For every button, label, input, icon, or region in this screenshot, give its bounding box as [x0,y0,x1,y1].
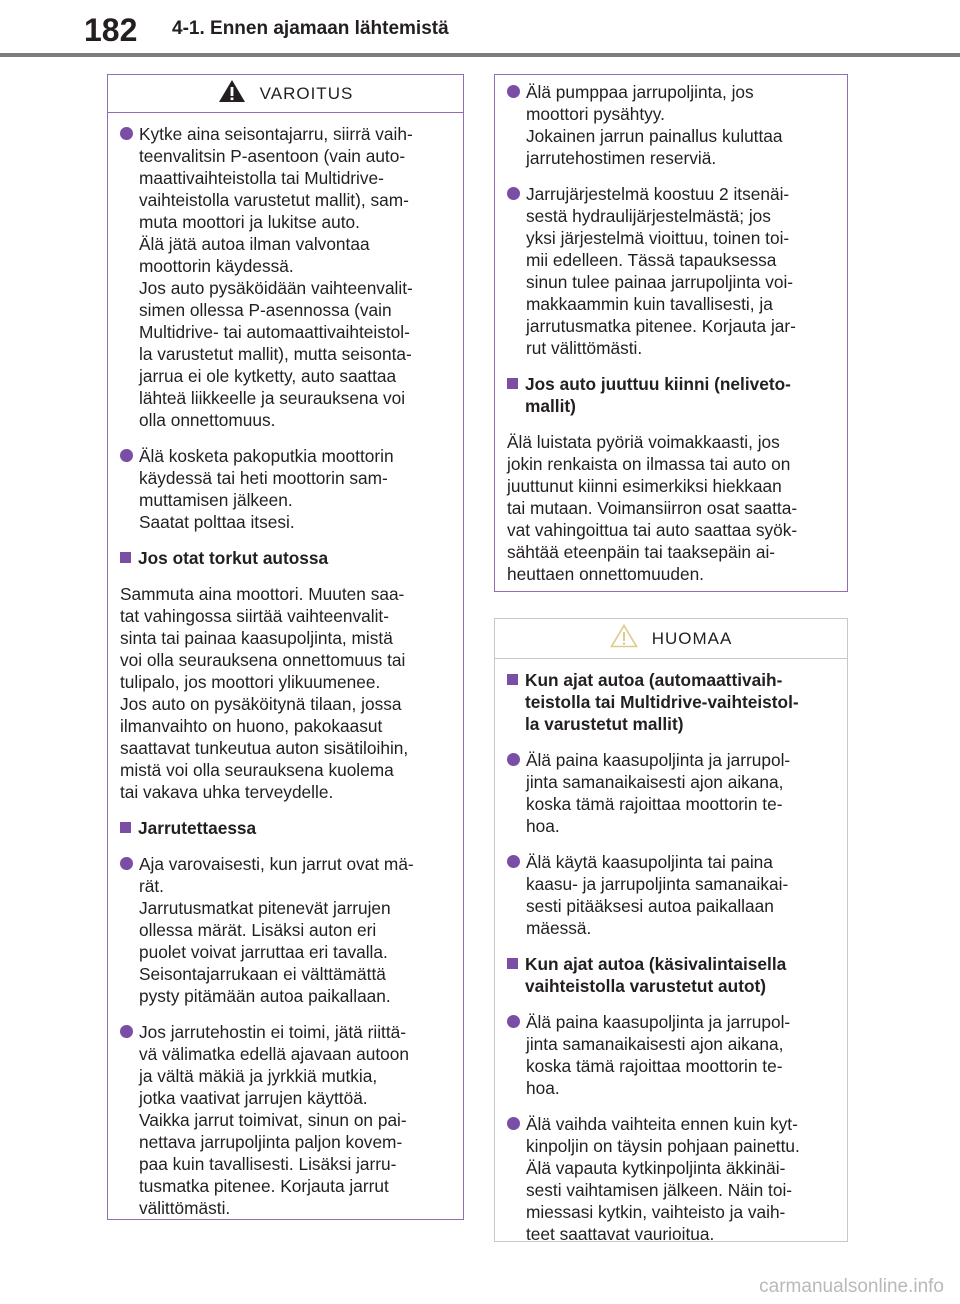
subheading-text: Kun ajat autoa (käsivalintaisella vaihteistolla varustetut autot) [525,954,787,996]
bullet-square-icon [507,958,518,969]
bullet-item [507,81,835,169]
bullet-square-icon [120,552,131,563]
notice-panel [494,618,848,1242]
header-rule [0,53,960,57]
subheading-item [120,547,451,569]
bullet-circle-icon [507,85,520,98]
subheading-item [507,373,835,417]
subheading-text: Jos otat torkut autossa [138,548,329,568]
paragraph: Älä luistata pyöriä voimakkaasti, jos jokin renkaista on ilmassa tai auto on juuttunut kiinni esimerkiksi hiekkaan tai mutaan. Voimansiirron osat saatta- vat vahingoittua tai auto saattaa syök- sähtää eteenpäin tai taaksepäin ai- heuttaen onnettomuuden. [507,432,798,584]
section-title: 4-1. Ennen ajamaan lähtemistä [172,18,449,39]
bullet-circle-icon [507,753,520,766]
bullet-text: Älä pumppaa jarrupoljinta, jos moottori pysähtyy. Jokainen jarrun painallus kuluttaa jarrutehostimen reserviä. [526,82,783,168]
bullet-circle-icon [507,1117,520,1130]
subheading-text: Kun ajat autoa (automaattivaih- teistolla tai Multidrive-vaihteistol- la varustetut mallit) [525,670,799,734]
notice-title: HUOMAA [651,628,733,648]
bullet-circle-icon [120,127,133,140]
bullet-item [120,853,451,1007]
bullet-circle-icon [120,857,133,870]
bullet-item [120,1021,451,1219]
bullet-item [120,445,451,533]
subheading-item [507,669,835,735]
bullet-text: Älä paina kaasupoljinta ja jarrupol- jinta samanaikaisesti ajon aikana, koska tämä rajoittaa moottorin te- hoa. [526,750,791,836]
warning-body [108,113,463,1241]
notice-panel-header [495,619,847,659]
bullet-item [507,1011,835,1099]
warning-continued-body [495,75,847,607]
subheading-text: Jos auto juuttuu kiinni (neliveto- mallit) [525,374,791,416]
bullet-item [507,1113,835,1245]
subheading-text: Jarrutettaessa [138,818,257,838]
bullet-item [507,183,835,359]
watermark: carmanualsonline.info [759,1276,944,1297]
paragraph: Sammuta aina moottori. Muuten saa- tat vahingossa siirtää vaihteenvalit- sinta tai painaa kaasupoljinta, mistä voi olla seurauksena onnettomuus tai tulipalo, jos moottori ylikuumenee. Jos auto on pysäköitynä tilaan, jossa ilmanvaihto on huono, pakokaasut saattavat tunkeutua auton sisätiloihin, mistä voi olla seurauksena kuolema tai vakava uhka terveydelle. [120,584,409,802]
page-header [0,0,960,56]
bullet-text: Älä käytä kaasupoljinta tai paina kaasu- ja jarrupoljinta samanaikai- sesti pitääksesi autoa paikallaan mäessä. [526,852,789,938]
bullet-circle-icon [507,187,520,200]
warning-title: VAROITUS [259,83,354,103]
bullet-text: Älä paina kaasupoljinta ja jarrupol- jinta samanaikaisesti ajon aikana, koska tämä rajoittaa moottorin te- hoa. [526,1012,791,1098]
bullet-circle-icon [507,1015,520,1028]
bullet-text: Älä vaihda vaihteita ennen kuin kyt- kinpoljin on täysin pohjaan painettu. Älä vapauta kytkinpoljinta äkkinäi- sesti vaihtamisen jälkeen. Näin toi- miessasi kytkin, vaihteisto ja vaih- teet saattavat vaurioitua. [526,1114,800,1244]
subheading-item [507,953,835,997]
page-number: 182 [84,12,138,48]
bullet-item [507,749,835,837]
bullet-circle-icon [120,1025,133,1038]
subheading-item [120,817,451,839]
bullet-item [507,851,835,939]
bullet-text: Kytke aina seisontajarru, siirrä vaih- teenvalitsin P-asentoon (vain auto- maattivaihteistolla tai Multidrive- vaihteistolla varustetut mallit), sam- muta moottori ja lukitse auto. Älä jätä autoa ilman valvontaa moottorin käydessä. Jos auto pysäköidään vaihteenvalit- simen ollessa P-asennossa (vain Multidrive- tai automaattivaihteistol- la varustetut mallit), mutta seisonta- jarrua ei ole kytketty, auto saattaa lähteä liikkeelle ja seurauksena voi olla onnettomuus. [139,124,413,430]
bullet-text: Jarrujärjestelmä koostuu 2 itsenäi- sestä hydraulijärjestelmästä; jos yksi järjestelmä vioittuu, toinen toi- mii edelleen. Tässä tapauksessa sinun tulee painaa jarrupoljinta voi- makkaammin kuin tavallisesti, ja jarrutusmatka pitenee. Korjauta jar- rut välittömästi. [526,184,796,358]
bullet-text: Älä kosketa pakoputkia moottorin käydessä tai heti moottorin sam- muttamisen jälkeen. Saatat polttaa itsesi. [139,446,394,532]
bullet-square-icon [507,378,518,389]
warning-triangle-icon [218,79,246,108]
notice-body [495,659,847,1267]
bullet-text: Jos jarrutehostin ei toimi, jätä riittä- vä välimatka edellä ajavaan autoon ja vältä mäkiä ja jyrkkiä mutkia, jotka vaativat jarrujen käyttöä. Vaikka jarrut toimivat, sinun on pai- nettava jarrupoljinta paljon kovem- paa kuin tavallisesti. Lisäksi jarru- tusmatka pitenee. Korjauta jarrut välittömästi. [139,1022,409,1218]
bullet-text: Aja varovaisesti, kun jarrut ovat mä- rät. Jarrutusmatkat pitenevät jarrujen ollessa märät. Lisäksi auton eri puolet voivat jarruttaa eri tavalla. Seisontajarrukaan ei välttämättä pysty pitämään autoa paikallaan. [139,854,414,1006]
bullet-square-icon [507,674,518,685]
warning-continued-panel [494,74,848,592]
caution-triangle-icon [610,624,638,653]
warning-panel [107,74,464,1220]
bullet-item [120,123,451,431]
bullet-square-icon [120,822,131,833]
bullet-circle-icon [507,855,520,868]
warning-panel-header [108,75,463,113]
bullet-circle-icon [120,449,133,462]
